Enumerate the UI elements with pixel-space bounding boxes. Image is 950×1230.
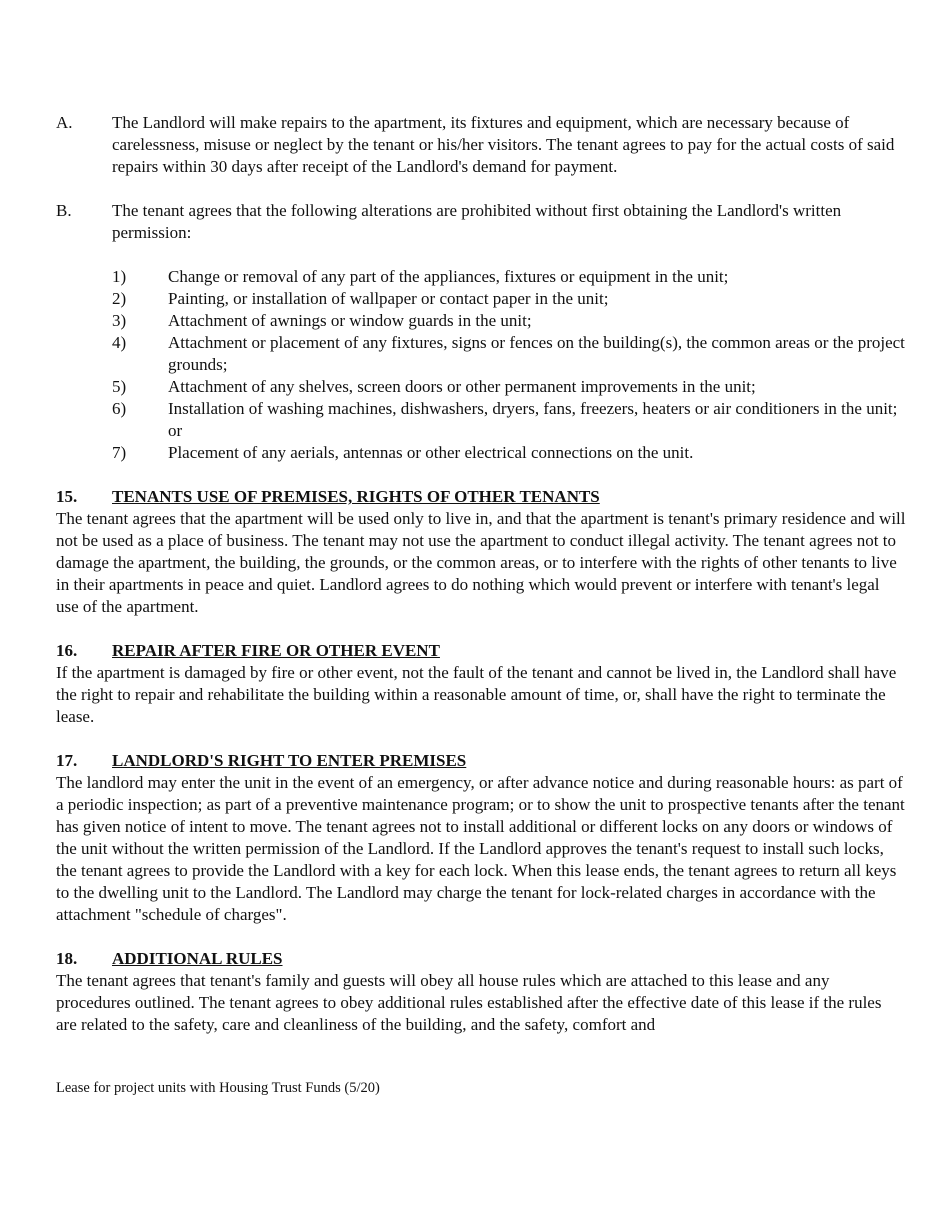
- list-item-number: 1): [112, 267, 127, 286]
- list-item: [112, 310, 906, 332]
- alterations-list: [112, 266, 906, 464]
- document-page: [56, 112, 906, 1036]
- section-body: The tenant agrees that the apartment will be used only to live in, and that the apartment is tenant's primary residence and will not be used as a place of business. The tenant may not use the apartment to conduct illegal activity. The tenant agrees not to damage the apartment, the building, the grounds, or the common areas, or to interfere with the rights of other tenants to live in their apartments in peace and quiet. Landlord agrees to do nothing which would prevent or interfere with tenant's legal use of the apartment.: [56, 509, 906, 616]
- clause-b-mark: B.: [56, 201, 72, 220]
- list-item: [112, 288, 906, 310]
- list-item-text: Painting, or installation of wallpaper or contact paper in the unit;: [168, 289, 609, 308]
- section-15: [56, 486, 906, 618]
- section-heading: [56, 640, 906, 662]
- section-title: ADDITIONAL RULES: [112, 949, 283, 968]
- list-item-text: Attachment of any shelves, screen doors or other permanent improvements in the unit;: [168, 377, 756, 396]
- list-item-number: 2): [112, 289, 127, 308]
- list-item-number: 6): [112, 399, 127, 418]
- list-item-number: 5): [112, 377, 127, 396]
- section-number: 16.: [56, 641, 78, 660]
- list-item-text: Placement of any aerials, antennas or other electrical connections on the unit.: [168, 443, 694, 462]
- list-item: [112, 442, 906, 464]
- list-item-text: Installation of washing machines, dishwashers, dryers, fans, freezers, heaters or air conditioners in the unit; or: [168, 399, 898, 440]
- clause-b-text: The tenant agrees that the following alterations are prohibited without first obtaining the Landlord's written permission:: [112, 201, 842, 242]
- clause-a: [56, 112, 906, 178]
- page-footer: Lease for project units with Housing Trust Funds (5/20): [56, 1080, 380, 1096]
- list-item: [112, 376, 906, 398]
- section-body: If the apartment is damaged by fire or other event, not the fault of the tenant and cannot be lived in, the Landlord shall have the right to repair and rehabilitate the building within a reasonable amount of time, or, shall have the right to terminate the lease.: [56, 663, 897, 726]
- clause-a-mark: A.: [56, 113, 73, 132]
- list-item-text: Attachment or placement of any fixtures, signs or fences on the building(s), the common areas or the project grounds;: [168, 333, 905, 374]
- section-17: [56, 750, 906, 926]
- list-item-number: 3): [112, 311, 127, 330]
- list-item-text: Change or removal of any part of the appliances, fixtures or equipment in the unit;: [168, 267, 729, 286]
- section-title: TENANTS USE OF PREMISES, RIGHTS OF OTHER TENANTS: [112, 487, 600, 506]
- section-number: 15.: [56, 487, 78, 506]
- section-number: 18.: [56, 949, 78, 968]
- list-item: [112, 266, 906, 288]
- section-title: LANDLORD'S RIGHT TO ENTER PREMISES: [112, 751, 467, 770]
- clause-b: [56, 200, 906, 244]
- section-heading: [56, 486, 906, 508]
- section-title: REPAIR AFTER FIRE OR OTHER EVENT: [112, 641, 440, 660]
- section-16: [56, 640, 906, 728]
- list-item: [112, 398, 906, 442]
- clause-a-text: The Landlord will make repairs to the apartment, its fixtures and equipment, which are necessary because of carelessness, misuse or neglect by the tenant or his/her visitors. The tenant agrees to pay for the actual costs of said repairs within 30 days after receipt of the Landlord's demand for payment.: [112, 113, 895, 176]
- section-number: 17.: [56, 751, 78, 770]
- section-18: [56, 948, 906, 1036]
- list-item-text: Attachment of awnings or window guards in the unit;: [168, 311, 532, 330]
- list-item-number: 7): [112, 443, 127, 462]
- list-item-number: 4): [112, 333, 127, 352]
- section-heading: [56, 750, 906, 772]
- section-body: The tenant agrees that tenant's family and guests will obey all house rules which are attached to this lease and any procedures outlined. The tenant agrees to obey additional rules established after the effective date of this lease if the rules are related to the safety, care and cleanliness of the building, and the safety, comfort and: [56, 971, 882, 1034]
- list-item: [112, 332, 906, 376]
- section-heading: [56, 948, 906, 970]
- section-body: The landlord may enter the unit in the event of an emergency, or after advance notice and during reasonable hours: as part of a periodic inspection; as part of a preventive maintenance program; or to show the unit to prospective tenants after the tenant has given notice of intent to move. The tenant agrees not to install additional or different locks on any doors or windows of the unit without the written permission of the Landlord. If the Landlord approves the tenant's request to install such locks, the tenant agrees to provide the Landlord with a key for each lock. When this lease ends, the tenant agrees to return all keys to the dwelling unit to the Landlord. The Landlord may charge the tenant for lock-related charges in accordance with the attachment "schedule of charges".: [56, 773, 905, 924]
